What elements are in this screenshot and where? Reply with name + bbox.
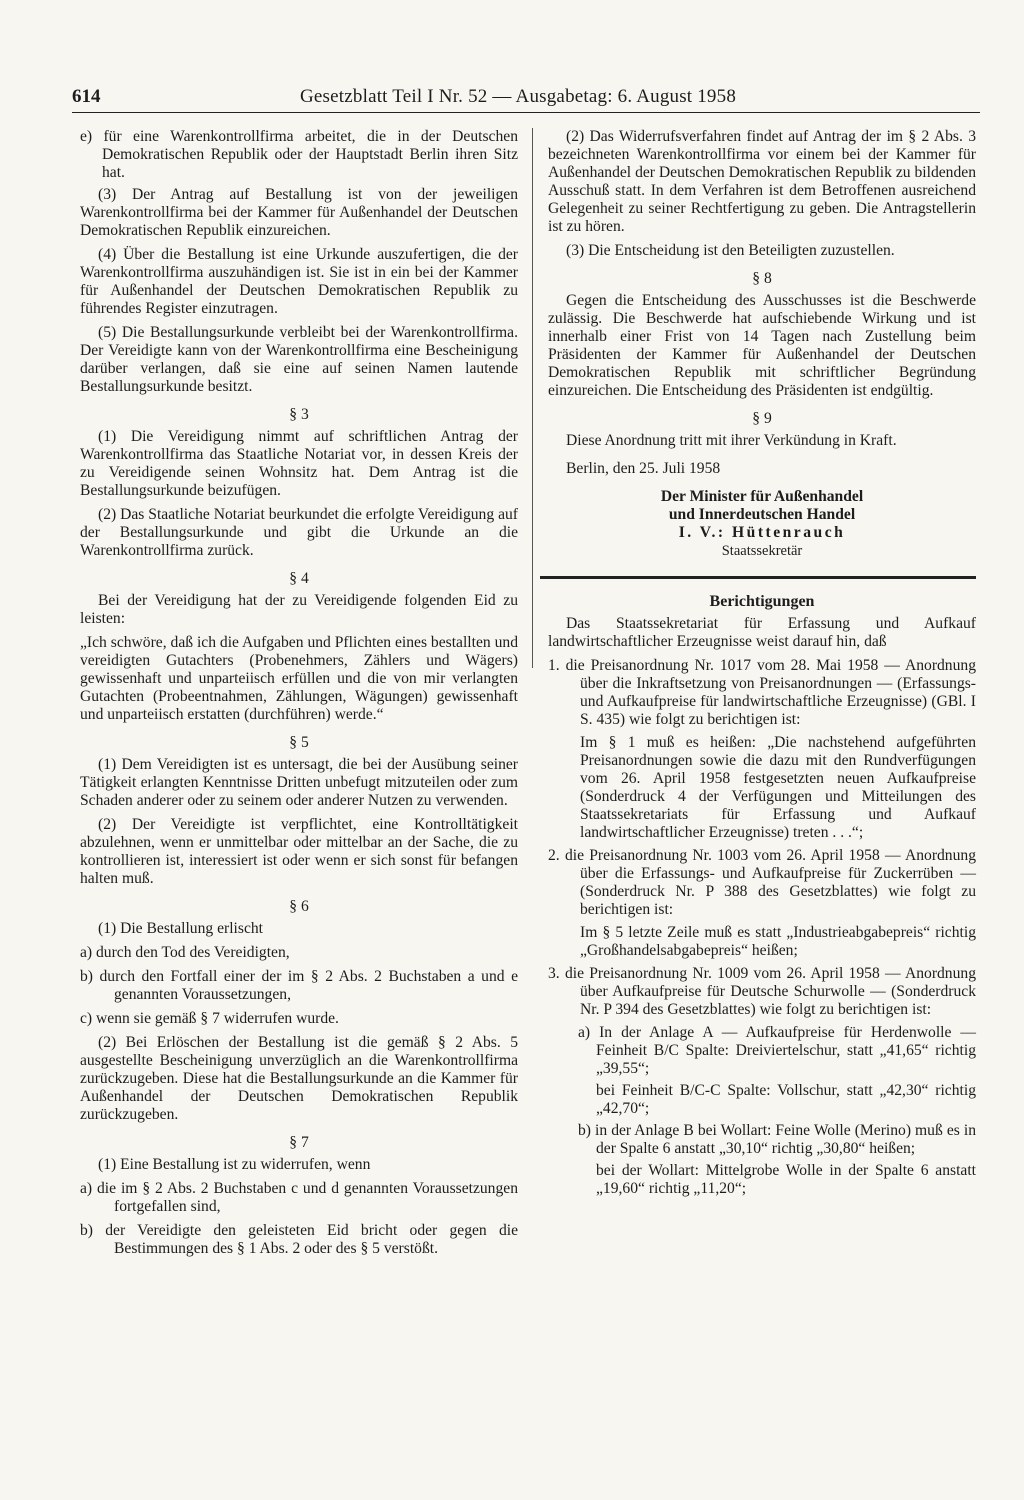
header-title: Gesetzblatt Teil I Nr. 52 — Ausgabetag: 6. August 1958 (300, 86, 737, 107)
section-heading-4: § 4 (289, 570, 309, 587)
paragraph-3-1: (1) Die Vereidigung nimmt auf schriftlichen Antrag der Warenkontrollfirma das Staatliche Notariat vor, in dessen Kreis der zu Vereidigende seinen Wohnsitz hat. Dem Antrag ist die Bestallungsurkunde beizufügen. (80, 428, 518, 499)
clause-6-c: c) wenn sie gemäß § 7 widerrufen wurde. (80, 1010, 339, 1027)
paragraph-5-1: (1) Dem Vereidigten ist es untersagt, die bei der Ausübung seiner Tätigkeit erlangten Kenntnisse Dritten unbefugt mitzuteilen oder zum Schaden anderer oder zu seinem oder anderer Nutzen zu verwenden. (80, 756, 518, 809)
correction-item-3-b: b) in der Anlage B bei Wollart: Feine Wolle (Merino) muß es in der Spalte 6 anstatt „30,10“ richtig „30,80“ heißen; (578, 1122, 976, 1157)
corrections-intro: Das Staatssekretariat für Erfassung und Aufkauf landwirtschaftlicher Erzeugnisse weist darauf hin, daß (548, 615, 976, 650)
paragraph-2-5: (5) Die Bestallungsurkunde verbleibt bei der Warenkontrollfirma. Der Vereidigte kann von der Warenkontrollfirma eine Bescheinigung darüber verlangen, daß sie eine auf seinen Namen lautende Bestallungsurkunde besitzt. (80, 324, 518, 395)
section-divider (540, 576, 976, 579)
signature-line-1: Der Minister für Außenhandel (660, 488, 864, 505)
corrections-heading: Berichtigungen (709, 593, 815, 610)
section-heading-7: § 7 (289, 1134, 309, 1151)
section-heading-9: § 9 (752, 410, 772, 427)
clause-6-b: b) durch den Fortfall einer der im § 2 Abs. 2 Buchstaben a und e genannten Voraussetzungen, (80, 968, 518, 1003)
place-date: Berlin, den 25. Juli 1958 (566, 460, 721, 477)
paragraph-9-1: Diese Anordnung tritt mit ihrer Verkündung in Kraft. (566, 432, 897, 449)
correction-item-3-a: a) In der Anlage A — Aufkaufpreise für Herdenwolle — Feinheit B/C Spalte: Dreiviertelschur, statt „41,65“ richtig „39,55“; (578, 1024, 976, 1077)
left-column (80, 128, 518, 1264)
correction-item-2-text: Im § 5 letzte Zeile muß es statt „Industrieabgabepreis“ richtig „Großhandelsabgabepreis“ heißen; (580, 924, 976, 959)
page-header (72, 86, 980, 113)
correction-item-1: 1. die Preisanordnung Nr. 1017 vom 28. Mai 1958 — Anordnung über die Inkraftsetzung von Preisanordnungen — (Erfassungs- und Aufkaufpreise für landwirtschaftliche Erzeugnisse) (GBl. I S. 435) wie folgt zu berichtigen ist: (548, 657, 976, 728)
paragraph-8-1: Gegen die Entscheidung des Ausschusses ist die Beschwerde zulässig. Die Beschwerde hat aufschiebende Wirkung und ist innerhalb einer Frist von 14 Tagen nach Zustellung beim Präsidenten der Kammer für Außenhandel der Deutschen Demokratischen Republik mit schriftlicher Begründung einzureichen. Die Entscheidung des Präsidenten ist endgültig. (548, 292, 976, 399)
clause-7-a: a) die im § 2 Abs. 2 Buchstaben c und d genannten Voraussetzungen fortgefallen sind, (80, 1180, 518, 1215)
paragraph-6-1: (1) Die Bestallung erlischt (98, 920, 263, 937)
clause-6-a: a) durch den Tod des Vereidigten, (80, 944, 290, 961)
correction-item-3-a-2: bei Feinheit B/C-C Spalte: Vollschur, statt „42,30“ richtig „42,70“; (596, 1082, 976, 1117)
paragraph-7-2: (2) Das Widerrufsverfahren findet auf Antrag der im § 2 Abs. 3 bezeichneten Warenkontrollfirma vor einem bei der Kammer für Außenhandel der Deutschen Demokratischen Republik zu bildenden Ausschuß statt. In dem Verfahren ist dem Betroffenen ausreichend Gelegenheit zu seiner Rechtfertigung zu geben. Die Antragstellerin ist zu hören. (548, 128, 976, 235)
signature-name: I. V.: Hüttenrauch (678, 524, 846, 541)
clause-7-b: b) der Vereidigte den geleisteten Eid bricht oder gegen die Bestimmungen des § 1 Abs. 2 oder des § 5 verstößt. (80, 1222, 518, 1257)
correction-item-2: 2. die Preisanordnung Nr. 1003 vom 26. April 1958 — Anordnung über die Erfassungs- und Aufkaufpreise für Zuckerrüben — (Sonderdruck Nr. P 388 des Gesetzblattes) wie folgt zu berichtigen ist: (548, 847, 976, 918)
correction-item-3-b-2: bei der Wollart: Mittelgrobe Wolle in der Spalte 6 anstatt „19,60“ richtig „11,20“; (596, 1162, 976, 1197)
paragraph-4-1: Bei der Vereidigung hat der zu Vereidigende folgenden Eid zu leisten: (80, 592, 518, 627)
paragraph-2-3: (3) Der Antrag auf Bestallung ist von der jeweiligen Warenkontrollfirma bei der Kammer für Außenhandel der Deutschen Demokratischen Republik einzureichen. (80, 186, 518, 239)
paragraph-7-1: (1) Eine Bestallung ist zu widerrufen, wenn (98, 1156, 371, 1173)
oath-text: „Ich schwöre, daß ich die Aufgaben und Pflichten eines bestallten und vereidigten Gutachters (Probenehmers, Zählers und Wägers) gewissenhaft und unparteiisch erfüllen und die von mir verlangten Gutachten (Probeentnahmen, Zählungen, Wägungen) gewissenhaft und unparteiisch erstatten (durchführen) werde.“ (80, 634, 518, 723)
paragraph-6-2: (2) Bei Erlöschen der Bestallung ist die gemäß § 2 Abs. 5 ausgestellte Bescheinigung unverzüglich an die Warenkontrollfirma zurückzugeben. Diese hat die Bestallungsurkunde an die Kammer für Außenhandel der Deutschen Demokratischen Republik zurückzugeben. (80, 1034, 518, 1123)
correction-item-1-text: Im § 1 muß es heißen: „Die nachstehend aufgeführten Preisanordnungen sowie die dazu mit den Rundverfügungen vom 26. April 1958 festgesetzten neuen Aufkaufpreise (Sonderdruck 4 der Verfügungen und Mitteilungen des Staatssekretariats für Erfassung und Aufkauf landwirtschaftlicher Erzeugnisse) treten . . .“; (580, 734, 976, 841)
section-heading-6: § 6 (289, 898, 309, 915)
paragraph-7-3: (3) Die Entscheidung ist den Beteiligten zuzustellen. (566, 242, 895, 259)
paragraph-2-4: (4) Über die Bestallung ist eine Urkunde auszufertigen, die der Warenkontrollfirma auszuhändigen ist. Sie ist in ein bei der Kammer für Außenhandel der Deutschen Demokratischen Republik zu führendes Register einzutragen. (80, 246, 518, 317)
paragraph-5-2: (2) Der Vereidigte ist verpflichtet, eine Kontrolltätigkeit abzulehnen, wenn er unmittelbar oder mittelbar an der Sache, die zu kontrollieren ist, interessiert ist oder wenn er sich sonst für befangen halten muß. (80, 816, 518, 887)
section-heading-8: § 8 (752, 270, 772, 287)
correction-item-3: 3. die Preisanordnung Nr. 1009 vom 26. April 1958 — Anordnung über Aufkaufpreise für Deutsche Schurwolle — (Sonderdruck Nr. P 394 des Gesetzblattes) wie folgt zu berichtigen ist: (548, 965, 976, 1018)
signature-line-2: und Innerdeutschen Handel (668, 506, 856, 523)
paragraph-3-2: (2) Das Staatliche Notariat beurkundet die erfolgte Vereidigung auf der Bestallungsurkunde und gibt die Urkunde an die Warenkontrollfirma zurück. (80, 506, 518, 559)
right-column (548, 128, 976, 1202)
clause-e: e) für eine Warenkontrollfirma arbeitet, die in der Deutschen Demokratischen Republik oder der Hauptstadt Berlin ihren Sitz hat. (80, 128, 518, 181)
page-number: 614 (72, 86, 101, 107)
section-heading-3: § 3 (289, 406, 309, 423)
section-heading-5: § 5 (289, 734, 309, 751)
signature-title: Staatssekretär (721, 543, 803, 559)
